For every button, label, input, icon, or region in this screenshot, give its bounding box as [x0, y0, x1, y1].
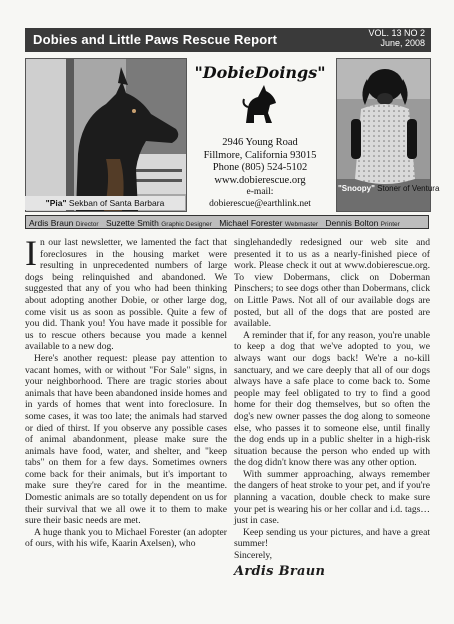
snoopy-owner: Stoner of Ventura	[374, 184, 440, 193]
paragraph-text: n our last newsletter, we lamented the fact that foreclosures in the housing market were resulting in unprecedented numbers of large dogs being relinquished and abandoned. We suggested that any of you who had been thinking about adopting another Dobie, or other large dog, come visit us as soon as possible. Quite a few of you did. Thank you! You have made it possible for us to rescue others because you made a kennel available to a new dog.	[25, 237, 227, 353]
snoopy-caption	[338, 184, 440, 198]
article-paragraph	[25, 233, 227, 353]
address-line-2: Fillmore, California 93015	[203, 149, 317, 161]
pia-caption	[25, 196, 185, 210]
contact-address	[186, 137, 334, 187]
photo-pia	[25, 58, 187, 212]
dog-silhouette-icon	[240, 83, 280, 128]
logo-contact-block	[186, 58, 334, 210]
article-paragraph: With summer approaching, always remember the dangers of heat stroke to your pet, and if you're planning a vacation, double check to make sure your pet is wearing his or her collar and i.d. tags…just in case.	[234, 468, 430, 527]
staff-role: Printer	[380, 221, 400, 228]
staff-credits-bar	[25, 215, 429, 229]
staff-role: Webmaster	[284, 221, 318, 228]
article-paragraph: A reminder that if, for any reason, you're unable to keep a dog that we've adopted to you, we always want our dogs back! We're a no-kill sanctuary, and we care deeply that all of our dogs always have a safe place to come back to. Some people may feel obligated to try to find a good home for their dog themselves, but so often the dog's new owner passes the dog along to someone else, who passes it to someone else, until finally the dog ends up in a public shelter in a high-risk situation because the person who ended up with the dog didn't know there was any other option.	[234, 329, 430, 469]
email-address: dobierescue@earthlink.net	[209, 199, 311, 209]
staff-name: Dennis Bolton	[325, 218, 379, 228]
phone-number: Phone (805) 524-5102	[212, 162, 308, 173]
signature: Ardis Braun	[234, 563, 326, 579]
pia-name: "Pia"	[45, 198, 67, 208]
staff-name: Michael Forester	[219, 218, 283, 228]
pia-owner: Sekban of Santa Barbara	[66, 198, 165, 208]
website: www.dobierescue.org	[214, 174, 306, 186]
article-column-right	[234, 237, 430, 577]
article-paragraph: A huge thank you to Michael Forester (an adopter of ours, with his wife, Kaarin Axelsen), who	[25, 526, 227, 550]
issue-info	[368, 28, 425, 48]
issue-date: June, 2008	[380, 38, 425, 48]
staff-role: Director	[75, 221, 99, 228]
snoopy-name: "Snoopy"	[338, 184, 375, 193]
newsletter-title: Dobies and Little Paws Rescue Report	[33, 32, 278, 47]
pia-photo-image	[26, 59, 186, 211]
article-paragraph: singlehandedly redesigned our web site and presented it to us as a nearly-finished piece of work. Please check it out at www.dobierescue.org. To view Dobermans, click on Doberman Pinschers; to see dogs other than Dobermans, click on Little Paws. Not all of our available dogs are posted, but all of the dogs that are posted are available.	[234, 237, 430, 330]
address-line-1: 2946 Young Road	[222, 137, 298, 148]
article-paragraph: Keep sending us your pictures, and have a great summer!	[234, 526, 430, 550]
email-label: e-mail:	[246, 187, 274, 197]
article-column-left	[25, 233, 227, 550]
drop-cap: I	[25, 233, 37, 273]
contact-email	[186, 186, 334, 210]
article-paragraph: Here's another request: please pay attention to vacant homes, with or without "For Sale" signs, in your neighborhood. There are tragic stories about animals that have been abandoned inside homes and in yards of homes that went into foreclosure. In some cases, it was too late; the animals had starved or died of thirst. If you observe any possible cases of animal abandonment, please make sure the animals have food, water, and shelter, and "keep tabs" on them for a few days. Sometimes owners come back for their animals, but it's important to make sure they're cared for in the meantime. Domestic animals are so totally dependent on us for their survival that we all owe it to them to make sure their basic needs are met.	[25, 352, 227, 527]
closing-line: Sincerely,	[234, 550, 273, 562]
volume-number: VOL. 13 NO 2	[368, 28, 425, 38]
dobie-doings-logo: "DobieDoings"	[194, 63, 326, 82]
staff-name: Ardis Braun	[29, 218, 74, 228]
staff-name: Suzette Smith	[105, 218, 159, 228]
masthead-bar	[25, 28, 431, 52]
staff-role: Graphic Designer	[161, 221, 212, 228]
